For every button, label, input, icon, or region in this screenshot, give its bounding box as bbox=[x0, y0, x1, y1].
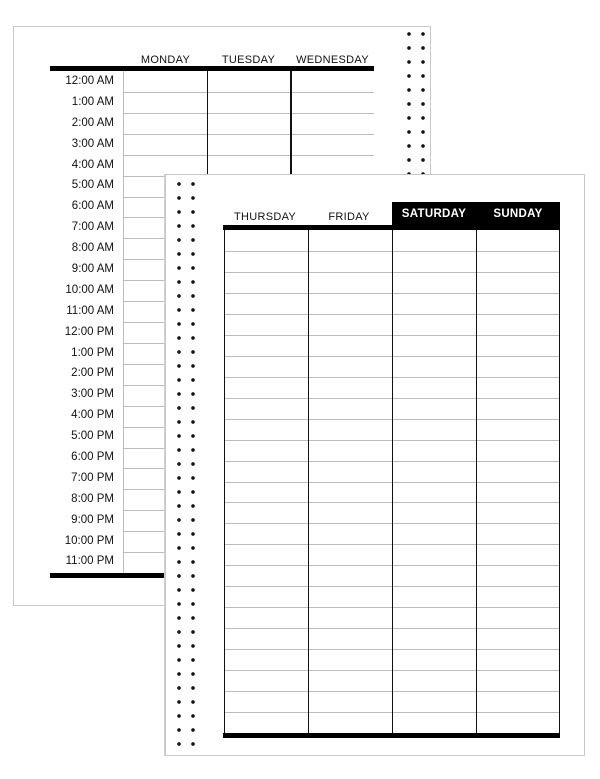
time-label: 5:00 PM bbox=[71, 430, 114, 443]
time-label: 2:00 PM bbox=[71, 367, 114, 380]
row-line bbox=[123, 155, 374, 156]
time-label: 4:00 AM bbox=[71, 158, 114, 171]
day-header-thursday: THURSDAY bbox=[233, 211, 297, 223]
column-line bbox=[224, 230, 225, 733]
time-label: 5:00 AM bbox=[71, 179, 114, 192]
column-line bbox=[308, 230, 309, 733]
row-line bbox=[123, 134, 374, 135]
time-label: 11:00 AM bbox=[66, 304, 114, 317]
time-label: 1:00 PM bbox=[71, 346, 114, 359]
row-line bbox=[123, 113, 374, 114]
time-label: 12:00 AM bbox=[65, 75, 114, 87]
day-header-tuesday: TUESDAY bbox=[221, 54, 276, 66]
time-label: 9:00 PM bbox=[71, 513, 114, 526]
time-label: 3:00 PM bbox=[71, 388, 114, 401]
day-header-saturday: SATURDAY bbox=[392, 202, 476, 226]
time-column bbox=[48, 71, 120, 572]
column-line bbox=[476, 230, 477, 733]
time-label: 12:00 PM bbox=[64, 325, 114, 338]
time-label: 6:00 AM bbox=[71, 200, 114, 213]
time-label: 9:00 AM bbox=[71, 263, 114, 276]
day-header-monday: MONDAY bbox=[140, 54, 191, 66]
day-header-wednesday: WEDNESDAY bbox=[296, 54, 369, 66]
time-label: 7:00 PM bbox=[71, 471, 114, 484]
time-label: 4:00 PM bbox=[71, 409, 114, 422]
polka-dot-strip bbox=[171, 175, 201, 755]
time-label: 10:00 AM bbox=[65, 283, 114, 296]
day-header-sunday: SUNDAY bbox=[476, 202, 560, 226]
schedule-grid-thu-sun bbox=[224, 230, 560, 733]
time-label: 1:00 AM bbox=[71, 95, 114, 108]
day-header-friday: FRIDAY bbox=[328, 211, 370, 223]
column-line bbox=[559, 230, 560, 733]
time-label: 6:00 PM bbox=[71, 451, 114, 464]
time-label: 7:00 AM bbox=[71, 221, 114, 234]
time-label: 8:00 PM bbox=[71, 492, 114, 505]
column-line bbox=[392, 230, 393, 733]
footer-rule bbox=[223, 733, 560, 738]
time-label: 3:00 AM bbox=[71, 137, 114, 150]
time-label: 2:00 AM bbox=[71, 116, 114, 129]
time-label: 8:00 AM bbox=[71, 242, 114, 255]
row-line bbox=[123, 92, 374, 93]
planner-page-thu-sun bbox=[165, 174, 585, 756]
column-line bbox=[123, 71, 124, 573]
time-label: 10:00 PM bbox=[64, 534, 114, 547]
footer-rule bbox=[50, 573, 180, 578]
polka-dot-strip bbox=[401, 27, 431, 175]
time-label: 11:00 PM bbox=[65, 555, 114, 568]
